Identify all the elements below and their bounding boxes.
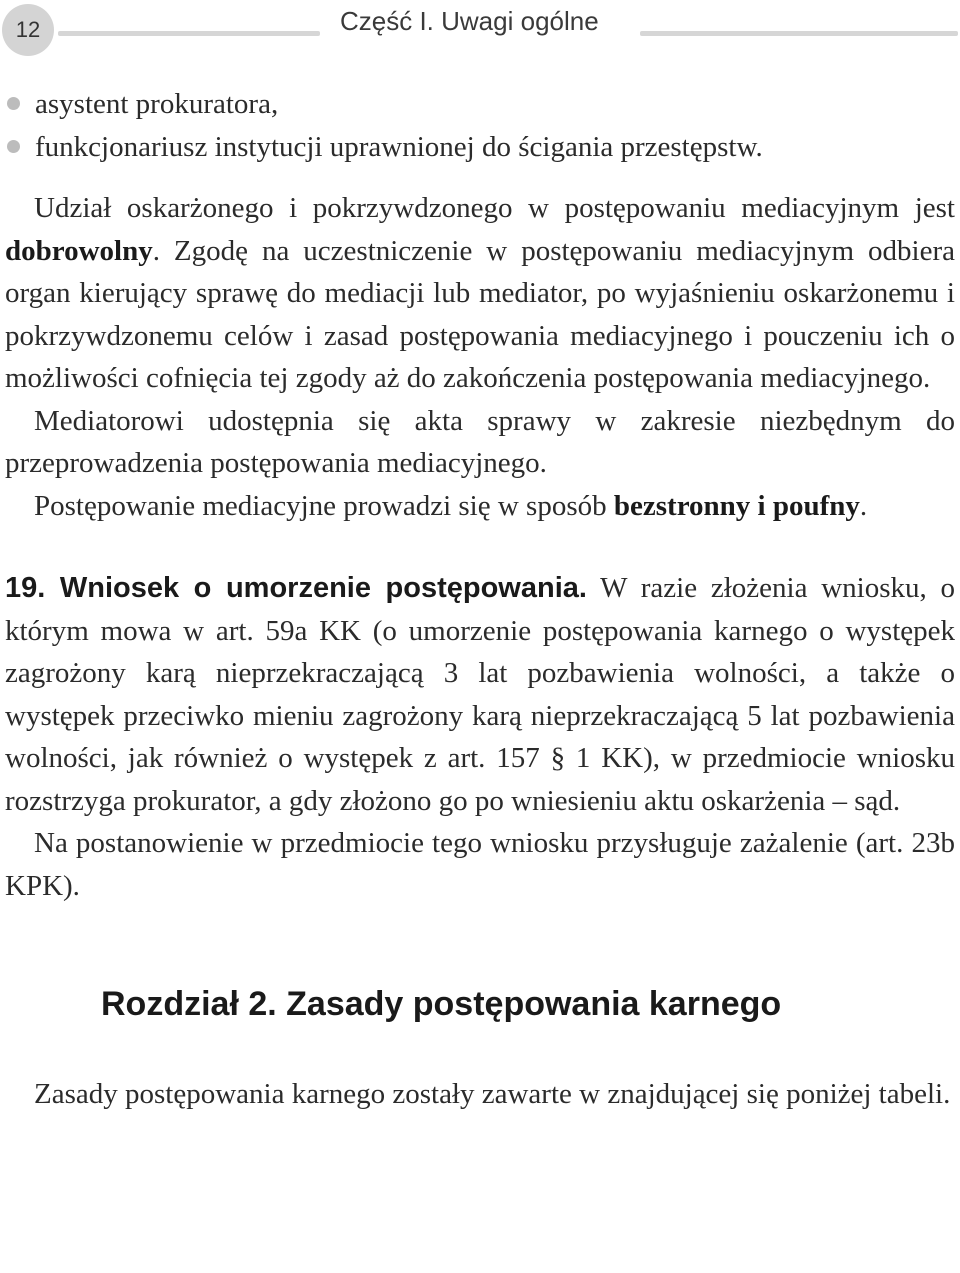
list-item xyxy=(5,83,955,126)
text-run: . Zgodę na uczestniczenie w postępowaniu mediacyjnym odbiera organ kierujący sprawę do mediacji lub mediator, po wyjaśnieniu oskarżonemu i pokrzywdzonemu celów i zasad postępowania mediacyjnego i pouczeniu ich o możliwości cofnięcia tej zgody aż do zakończenia postępowania mediacyjnego. xyxy=(5,234,955,394)
page-body xyxy=(5,83,955,1116)
paragraph-voluntary xyxy=(5,187,955,400)
text-run: . xyxy=(859,489,868,522)
section-title: Część I. Uwagi ogólne xyxy=(340,6,599,36)
chapter-intro: Zasady postępowania karnego zostały zawarte w znajdującej się poniżej tabeli. xyxy=(34,1078,951,1110)
paragraph-files: Mediatorowi udostępnia się akta sprawy w zakresie niezbędnym do przeprowadzenia postępowania mediacyjnego. xyxy=(5,404,955,479)
item-heading: 19. Wniosek o umorzenie postępowania. xyxy=(5,572,587,604)
text-run: Udział oskarżonego i pokrzywdzonego w postępowaniu mediacyjnym jest xyxy=(34,192,955,224)
text-run: Postępowanie mediacyjne prowadzi się w sposób xyxy=(34,489,614,522)
list-item xyxy=(5,126,955,169)
item-19 xyxy=(5,567,955,822)
bold-term: dobrowolny xyxy=(5,234,153,267)
header-rule-left xyxy=(58,31,320,36)
list-item-text: asystent prokuratora, xyxy=(35,88,279,120)
item-text: W razie złożenia wniosku, o którym mowa w art. 59a KK (o umorzenie postępowania karnego o występek zagrożony karą nieprzekraczającą 3 lat pozbawienia wolności, a także o występek przeciwko mieniu zagrożony karą nieprzekraczającą 5 lat pozbawienia wolności, jak również o występek z art. 157 § 1 KK), w przedmiocie wniosku rozstrzyga prokurator, a gdy złożono go po wniesieniu aktu oskarżenia – sąd. xyxy=(5,572,955,817)
bold-term: bezstronny i poufny xyxy=(613,489,860,522)
paragraph-complaint: Na postanowienie w przedmiocie tego wniosku przysługuje zażalenie (art. 23b KPK). xyxy=(5,827,955,902)
header-rule-right xyxy=(640,31,958,36)
list-item-text: funkcjonariusz instytucji uprawnionej do ścigania przestępstw. xyxy=(35,131,763,163)
page-header xyxy=(0,0,960,60)
bullet-icon xyxy=(7,97,20,110)
chapter-title: Rozdział 2. Zasady postępowania karnego xyxy=(101,985,782,1023)
bullet-list xyxy=(5,83,955,169)
bullet-icon xyxy=(7,140,20,153)
paragraph-impartial xyxy=(5,485,955,528)
page-number-badge: 12 xyxy=(2,4,54,56)
